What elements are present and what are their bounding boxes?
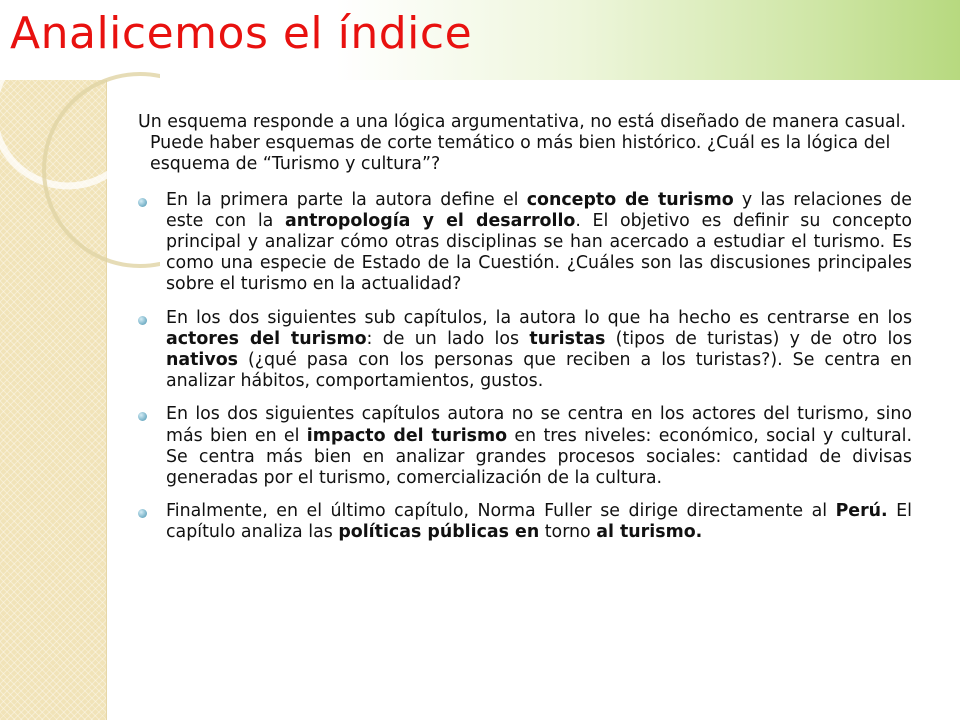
intro-paragraph: Un esquema responde a una lógica argumentativa, no está diseñado de manera casual. Puede haber esquemas de corte temático o más bien histórico. ¿Cuál es la lógica del esquema de “Turismo y cultura”? (138, 112, 906, 175)
bullet-text: y las relaciones de este con la (166, 189, 912, 231)
bullet-dot-icon (138, 316, 147, 325)
bold-term: políticas públicas en (338, 522, 540, 543)
slide-title: Analicemos el índice (10, 8, 473, 59)
bullet-text: (¿qué pasa con los personas que reciben a los turistas?). Se centra en analizar hábitos, comportamientos, gustos. (166, 350, 912, 392)
bullet-item (138, 190, 912, 296)
bullet-text: en tres niveles: económico, social y cultural. Se centra más bien en analizar grandes procesos sociales: cantidad de divisas generadas por el turismo, comercialización de la cultura. (166, 425, 912, 489)
bullet-text: El capítulo analiza las (166, 501, 912, 543)
bullet-text: . El objetivo es definir su concepto principal y analizar cómo otras disciplinas se han acercado a estudiar el turismo. Es como una especie de Estado de la Cuestión. ¿Cuáles son las discusiones principales sobre el turismo en la actualidad? (166, 210, 912, 295)
bullet-text: En la primera parte la autora define el (166, 189, 527, 210)
bold-term: nativos (166, 350, 239, 371)
bullet-item (138, 501, 912, 543)
bullet-dot-icon (138, 198, 147, 207)
bullet-item (138, 404, 912, 489)
slide-body (138, 112, 912, 556)
bold-term: impacto del turismo (306, 425, 508, 446)
bullet-text: : de un lado los (366, 328, 530, 349)
bold-term: turistas (529, 328, 606, 349)
bullet-text: torno (539, 522, 597, 543)
bold-term: concepto de turismo (526, 189, 734, 210)
bold-term: antropología y el desarrollo (284, 210, 576, 231)
bold-term: al turismo. (596, 522, 703, 543)
bullet-text: En los dos siguientes capítulos autora no se centra en los actores del turismo, sino más bien en el (166, 404, 912, 446)
bullet-dot-icon (138, 509, 147, 518)
bullet-dot-icon (138, 412, 147, 421)
bullet-item (138, 308, 912, 393)
bold-term: actores del turismo (166, 328, 367, 349)
bold-term: Perú. (835, 501, 888, 522)
bullet-text: En los dos siguientes sub capítulos, la autora lo que ha hecho es centrarse en los (166, 307, 912, 328)
bullet-text: Finalmente, en el último capítulo, Norma Fuller se dirige directamente al (166, 501, 836, 522)
bullet-text: (tipos de turistas) y de otro los (605, 328, 913, 349)
bullet-list (138, 190, 912, 544)
